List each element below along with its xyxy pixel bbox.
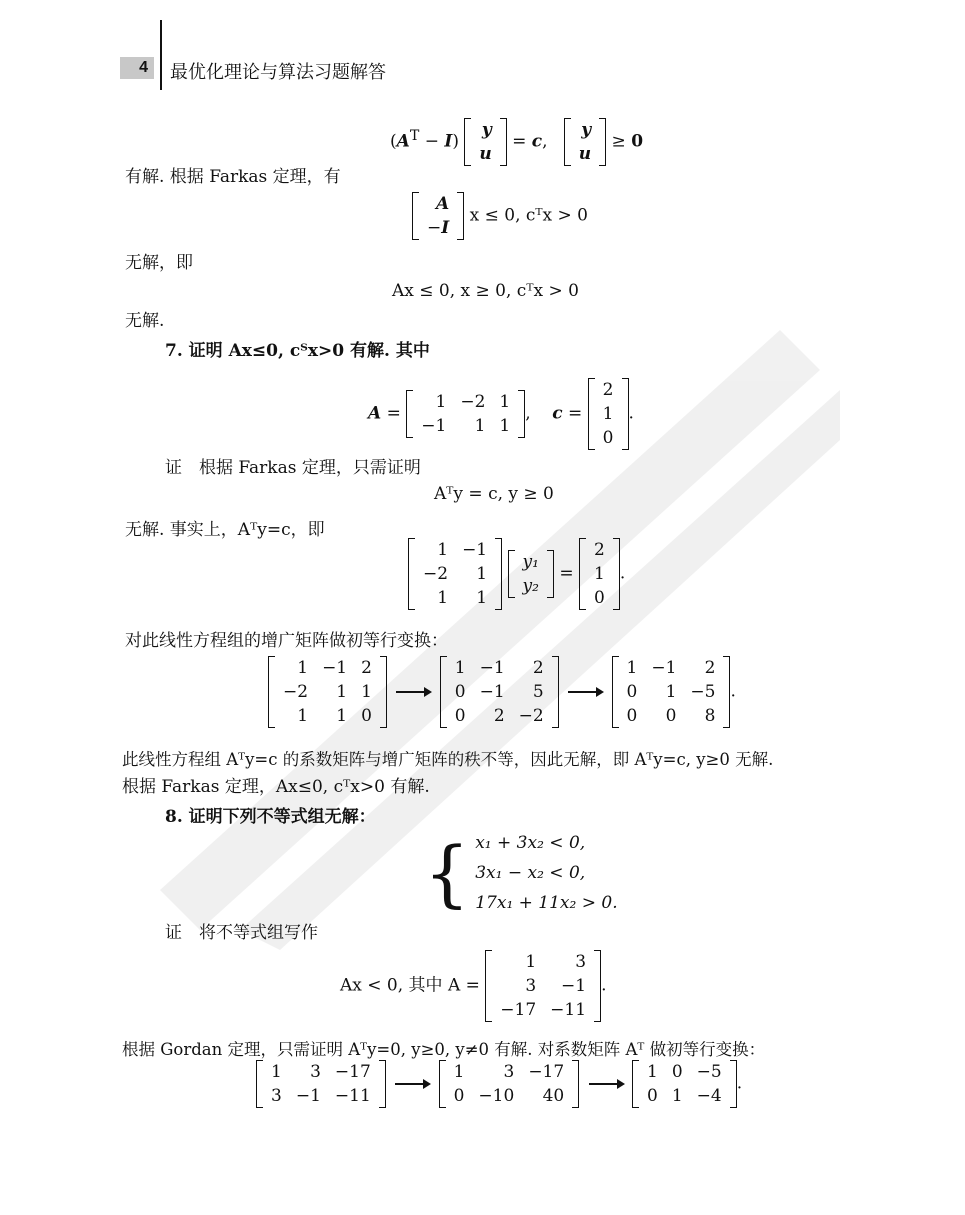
matrix-cell: −1 — [295, 1086, 321, 1106]
matrix-cell: −2 — [283, 682, 309, 702]
inequality-2: 3x₁ − x₂ < 0, — [475, 863, 586, 883]
matrix-cell: −11 — [334, 1086, 371, 1106]
equation-aty-c: 1 −1 −2 1 1 1 y₁ y₂ = 2 1 0 . — [408, 538, 625, 610]
matrix-cell: 3 — [575, 952, 587, 972]
matrix-cell: 1 — [454, 658, 466, 678]
matrix-yu-2: y u — [564, 118, 606, 166]
matrix-a-negi: A −I — [412, 192, 464, 240]
equation-5: Ax < 0, 其中 A = 1 3 3 −1 −17 −11 . — [340, 952, 607, 1020]
matrix-cell: 1 — [594, 564, 605, 584]
augmented-matrix-3 — [612, 656, 731, 728]
vector-c7-b — [579, 538, 620, 610]
matrix-cell: 1 — [476, 588, 488, 608]
matrix-cell: 1 — [476, 564, 488, 584]
matrix-cell: 0 — [361, 706, 372, 726]
text-line-4: 无解. 事实上，Aᵀy=c，即 — [125, 520, 325, 540]
vector-c7 — [588, 378, 629, 450]
matrix-cell: 0 — [665, 706, 677, 726]
matrix-cell: 1 — [602, 404, 614, 424]
matrix-cell: −1 — [561, 976, 587, 996]
matrix-cell: 3 — [271, 1086, 282, 1106]
matrix-cell: 1 — [435, 392, 447, 412]
matrix-cell: 1 — [453, 1062, 465, 1082]
matrix-cell: 0 — [626, 682, 638, 702]
arrow-icon — [395, 1083, 429, 1085]
equation-5-left: Ax < 0, 其中 A = — [340, 975, 480, 996]
page-number: 4 — [120, 57, 154, 79]
matrix-cell: −5 — [690, 682, 716, 702]
matrix-cell: 1 — [671, 1086, 683, 1106]
text-line-2: 无解，即 — [125, 253, 193, 273]
problem-8: 8. 证明下列不等式组无解： — [165, 807, 376, 827]
matrix-cell: −1 — [462, 540, 488, 560]
matrix-cell: 2 — [704, 658, 716, 678]
coef-matrix-1 — [256, 1060, 386, 1108]
inequality-3: 17x₁ + 11x₂ > 0. — [475, 893, 618, 913]
matrix-cell: 3 — [525, 976, 537, 996]
matrix-A7 — [406, 390, 525, 438]
problem-7-definitions: A = 1 −2 1 −1 1 1 , c = 2 1 0 . — [368, 380, 634, 448]
matrix-cell: 1 — [437, 540, 449, 560]
matrix-cell: 2 — [602, 380, 614, 400]
matrix-cell: −11 — [550, 1000, 587, 1020]
matrix-cell: 3 — [503, 1062, 515, 1082]
augmented-matrix-1 — [268, 656, 387, 728]
header-rule — [160, 20, 162, 90]
matrix-cell: −1 — [322, 658, 348, 678]
matrix-cell: −5 — [696, 1062, 722, 1082]
matrix-cell: 2 — [594, 540, 605, 560]
matrix-cell: −17 — [528, 1062, 565, 1082]
matrix-cell: 2 — [361, 658, 372, 678]
matrix-cell: −10 — [478, 1086, 515, 1106]
equation-2-rhs: x ≤ 0, cᵀx > 0 — [469, 205, 588, 226]
matrix-A8 — [485, 950, 601, 1022]
matrix-cell: y₂ — [522, 576, 539, 596]
arrow-icon — [589, 1083, 623, 1085]
matrix-cell: 1 — [361, 682, 372, 702]
matrix-cell: 2 — [493, 706, 505, 726]
text-line-8: 根据 Gordan 定理，只需证明 Aᵀy=0, y≥0, y≠0 有解. 对系数矩阵 Aᵀ 做初等行变换： — [122, 1040, 766, 1059]
matrix-cell: −17 — [500, 1000, 537, 1020]
text-line-7: 根据 Farkas 定理，Ax≤0, cᵀx>0 有解. — [122, 777, 430, 797]
left-brace-icon: { — [424, 831, 470, 915]
augmented-matrix-2 — [440, 656, 559, 728]
matrix-cell: 1 — [437, 588, 449, 608]
matrix-cell: 0 — [671, 1062, 683, 1082]
equation-2 — [412, 192, 588, 240]
matrix-cell: 1 — [499, 392, 511, 412]
arrow-icon — [396, 691, 430, 693]
matrix-cell: −17 — [334, 1062, 371, 1082]
matrix-cell: y₁ — [522, 552, 539, 572]
matrix-AT7 — [408, 538, 502, 610]
matrix-cell: 1 — [336, 682, 348, 702]
matrix-cell: 2 — [532, 658, 544, 678]
matrix-cell: 8 — [704, 706, 716, 726]
matrix-cell: 1 — [297, 658, 309, 678]
matrix-cell: 1 — [297, 706, 309, 726]
running-title: 最优化理论与算法习题解答 — [170, 62, 386, 83]
matrix-cell: 0 — [454, 706, 466, 726]
matrix-cell: 0 — [602, 428, 614, 448]
inequality-1: x₁ + 3x₂ < 0, — [475, 833, 586, 853]
matrix-cell: −1 — [651, 658, 677, 678]
text-line-6: 此线性方程组 Aᵀy=c 的系数矩阵与增广矩阵的秩不等，因此无解，即 Aᵀy=c, y≥0 无解. — [122, 750, 774, 769]
proof-8-start: 证 将不等式组写作 — [165, 923, 318, 943]
row-reduction-7: 1 −1 2 −2 1 1 1 1 0 1 −1 2 0 −1 5 0 2 −2 1 −1 2 0 1 −5 0 0 8 . — [268, 656, 736, 728]
problem-7: 7. 证明 Ax≤0, cᵀx>0 有解. 其中 — [165, 341, 430, 361]
matrix-cell: 1 — [647, 1062, 658, 1082]
matrix-cell: 1 — [336, 706, 348, 726]
matrix-cell: −1 — [479, 682, 505, 702]
row-reduction-8: 1 3 −17 3 −1 −11 1 3 −17 0 −10 40 1 0 −5 0 1 −4 . — [256, 1060, 742, 1108]
proof-7-start: 证 根据 Farkas 定理，只需证明 — [165, 458, 421, 478]
matrix-cell: 1 — [271, 1062, 282, 1082]
matrix-cell: 1 — [499, 416, 511, 436]
matrix-cell: 0 — [647, 1086, 658, 1106]
matrix-cell: 40 — [542, 1086, 565, 1106]
matrix-cell: −1 — [479, 658, 505, 678]
matrix-cell: −2 — [518, 706, 544, 726]
matrix-yu-1: y u — [464, 118, 506, 166]
matrix-cell: 3 — [310, 1062, 321, 1082]
text-line-5: 对此线性方程组的增广矩阵做初等行变换： — [125, 631, 448, 651]
equation-3: Ax ≤ 0, x ≥ 0, cᵀx > 0 — [392, 281, 579, 301]
matrix-cell: 1 — [665, 682, 677, 702]
matrix-cell: 1 — [474, 416, 486, 436]
text-line-3: 无解. — [125, 311, 165, 331]
matrix-cell: 0 — [594, 588, 605, 608]
matrix-cell: 0 — [626, 706, 638, 726]
coef-matrix-3 — [632, 1060, 737, 1108]
coef-matrix-2 — [439, 1060, 580, 1108]
equation-1: $(A^T - I)$ y u = c, y u ≥ 0 — [390, 120, 644, 164]
matrix-cell: −2 — [423, 564, 449, 584]
text-line-1: 有解. 根据 Farkas 定理，有 — [125, 167, 341, 187]
matrix-cell: −2 — [460, 392, 486, 412]
equation-4: Aᵀy = c, y ≥ 0 — [434, 484, 554, 504]
matrix-cell: −1 — [421, 416, 447, 436]
matrix-cell: 0 — [453, 1086, 465, 1106]
vector-y — [508, 550, 554, 598]
arrow-icon — [568, 691, 602, 693]
matrix-cell: 1 — [525, 952, 537, 972]
matrix-cell: 1 — [626, 658, 638, 678]
matrix-cell: 0 — [454, 682, 466, 702]
inequality-system — [424, 828, 618, 918]
matrix-cell: 5 — [532, 682, 544, 702]
matrix-cell: −4 — [696, 1086, 722, 1106]
